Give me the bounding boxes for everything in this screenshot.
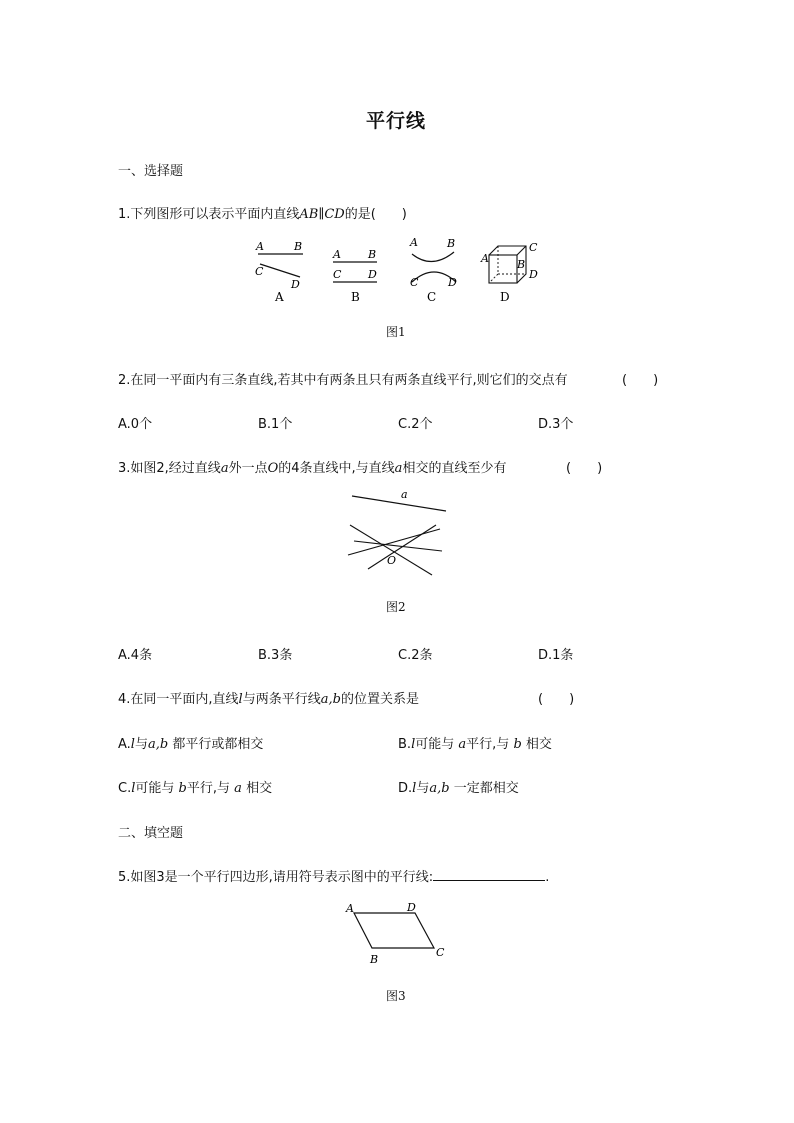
q4-d-var-2: a,b	[429, 781, 450, 796]
q4-c-var-1: l	[131, 781, 136, 796]
q4-part-3: 的位置关系是	[340, 692, 419, 707]
fig1-label-a: A	[275, 290, 284, 304]
figure-3-caption: 图3	[386, 989, 406, 1003]
fig1-option-d	[480, 241, 538, 304]
q2-option-c: C.2个	[398, 417, 433, 432]
q4-var-l: l	[238, 692, 243, 707]
question-5	[118, 866, 549, 885]
q4-a-text-1: 与	[134, 737, 148, 752]
figure-3	[340, 898, 456, 968]
section-heading-fill: 二、填空题	[118, 826, 184, 841]
question-4	[118, 688, 419, 707]
fig3-label-c: C	[436, 946, 445, 959]
question-4-paren: ( )	[538, 692, 575, 707]
q4-d-prefix: D.	[398, 781, 413, 796]
fig1-a-point-a: A	[256, 240, 264, 253]
q3-part-2: 外一点	[228, 461, 268, 476]
fig1-c-point-a: A	[410, 236, 418, 249]
fig2-line-a	[352, 496, 446, 511]
q3-option-b: B.3条	[258, 648, 293, 663]
q4-b-var-1: l	[411, 737, 416, 752]
q3-var-o: O	[267, 461, 279, 476]
section-heading-choice: 一、选择题	[118, 164, 184, 179]
q5-text: 5.如图3是一个平行四边形,请用符号表示图中的平行线:	[118, 870, 434, 885]
q2-option-d: D.3个	[538, 417, 574, 432]
q4-var-ab: a,b	[320, 692, 341, 707]
figure-2	[340, 485, 456, 580]
fig3-label-b: B	[370, 953, 379, 966]
fig1-b-point-b: B	[368, 248, 377, 261]
q4-d-text-1: 与	[416, 781, 430, 796]
q5-end: .	[545, 870, 550, 885]
q4-b-var-2: a	[458, 737, 467, 752]
question-2-paren: ( )	[622, 373, 659, 388]
q4-c-text-1: 可能与	[135, 781, 175, 796]
page-title: 平行线	[366, 110, 427, 132]
fig1-b-point-d: D	[368, 268, 377, 281]
fig1-a-point-c: C	[255, 265, 264, 278]
fig1-d-point-a: A	[481, 252, 489, 265]
q3-part-3: 的4条直线中,与直线	[278, 461, 395, 476]
fig1-option-a	[255, 240, 303, 304]
question-2: 2.在同一平面内有三条直线,若其中有两条且只有两条直线平行,则它们的交点有	[118, 373, 568, 388]
q3-part-4: 相交的直线至少有	[402, 461, 507, 476]
q4-b-prefix: B.	[398, 737, 412, 752]
fig1-d-point-c: C	[529, 241, 538, 254]
fig1-a-point-d: D	[291, 278, 300, 291]
q1-prefix: 1.下列图形可以表示平面内直线	[118, 207, 300, 222]
q4-d-text-2: 一定都相交	[453, 781, 519, 796]
q3-var-a-2: a	[394, 461, 403, 476]
question-3-paren: ( )	[566, 461, 603, 476]
q3-option-a: A.4条	[118, 648, 153, 663]
fig1-d-point-b: B	[517, 258, 526, 271]
fig1-b-point-c: C	[333, 268, 342, 281]
fig1-c-point-c: C	[410, 276, 419, 289]
fig1-option-c	[409, 236, 457, 304]
fig1-d-point-d: D	[529, 268, 538, 281]
fig1-label-b: B	[351, 290, 360, 304]
q4-c-var-3: a	[234, 781, 242, 796]
figure-2-caption: 图2	[386, 600, 406, 614]
q4-option-d	[398, 777, 519, 796]
fig3-label-a: A	[346, 902, 354, 915]
fig1-b-point-a: A	[333, 248, 341, 261]
q3-var-a: a	[220, 461, 229, 476]
q4-b-text-2: 平行,与	[466, 737, 510, 752]
q4-a-prefix: A.	[118, 737, 131, 752]
q2-option-a: A.0个	[118, 417, 153, 432]
question-3	[118, 457, 506, 476]
fig1-option-b	[332, 248, 377, 304]
q2-option-b: B.1个	[258, 417, 293, 432]
q4-b-text-3: 相交	[525, 737, 552, 752]
q3-part-1: 3.如图2,经过直线	[118, 461, 221, 476]
q4-option-c	[118, 777, 272, 796]
q3-option-c: C.2条	[398, 648, 433, 663]
q4-c-var-2: b	[178, 781, 187, 796]
q1-suffix: 的是( )	[344, 207, 407, 222]
fig2-label-a: a	[401, 488, 408, 501]
q4-b-text-1: 可能与	[415, 737, 455, 752]
q4-a-text-2: 都平行或都相交	[172, 737, 264, 752]
q4-b-var-3: b	[513, 737, 522, 752]
figure-1	[240, 232, 560, 310]
q4-option-a	[118, 733, 263, 752]
q4-part-2: 与两条平行线	[242, 692, 321, 707]
q4-option-b	[398, 733, 552, 752]
fig1-label-d: D	[500, 290, 510, 304]
fig1-c-point-b: B	[447, 237, 456, 250]
fig3-parallelogram	[354, 913, 434, 948]
q4-part-1: 4.在同一平面内,直线	[118, 692, 239, 707]
fig3-label-d: D	[407, 901, 416, 914]
question-1	[118, 203, 407, 222]
q4-a-var-2: a,b	[147, 737, 169, 752]
fig2-label-o: O	[387, 554, 397, 567]
q4-c-text-3: 相交	[246, 781, 273, 796]
q4-d-var-1: l	[412, 781, 417, 796]
fig1-label-c: C	[427, 290, 437, 304]
q4-c-prefix: C.	[118, 781, 132, 796]
q5-answer-blank[interactable]	[433, 868, 545, 881]
fig1-c-point-d: D	[448, 276, 457, 289]
q4-a-var-1: l	[130, 737, 135, 752]
q3-option-d: D.1条	[538, 648, 574, 663]
fig1-a-point-b: B	[294, 240, 303, 253]
q4-c-text-2: 平行,与	[186, 781, 231, 796]
q1-expression: AB∥CD	[299, 207, 345, 222]
figure-1-caption: 图1	[386, 325, 406, 339]
